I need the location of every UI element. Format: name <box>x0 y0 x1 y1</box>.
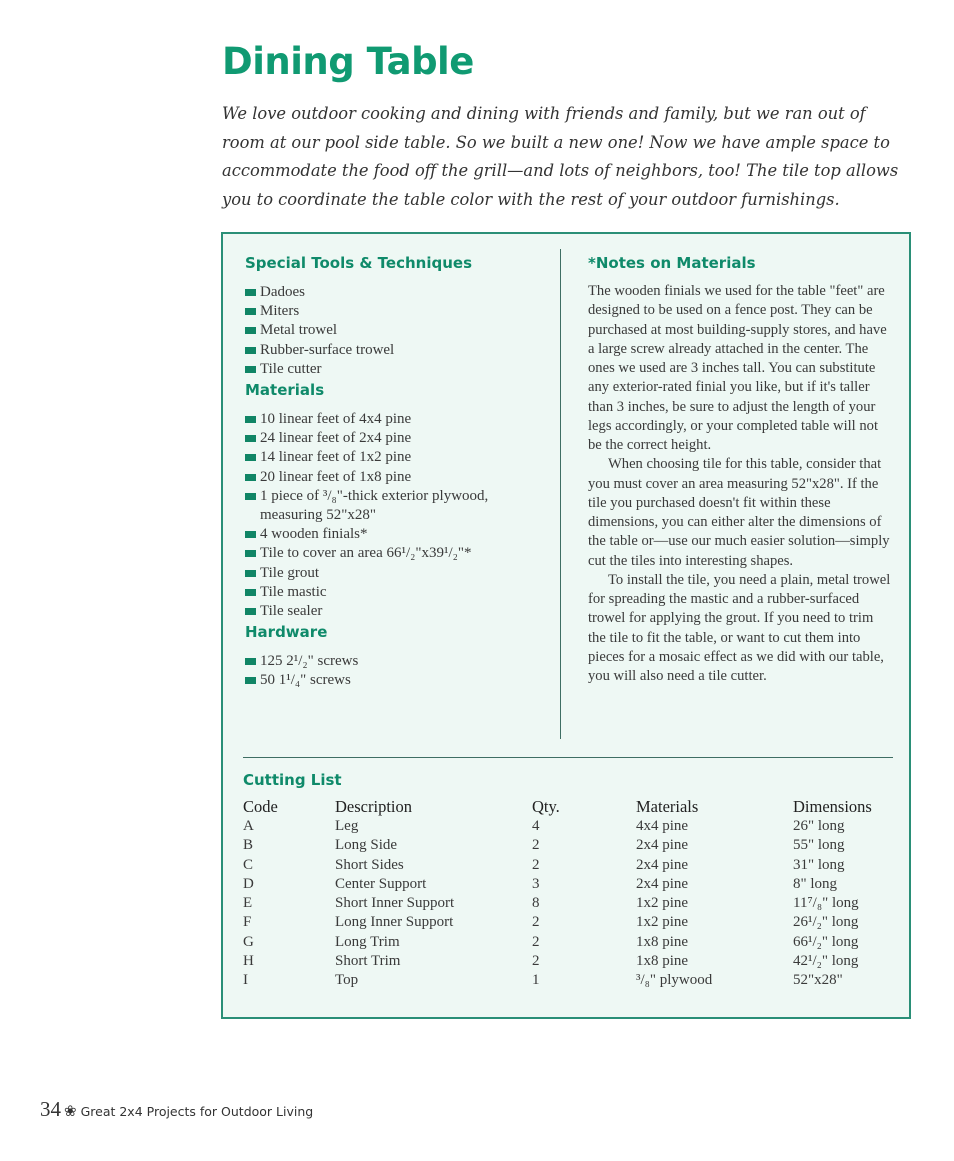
table-cell: Long Inner Support <box>335 914 454 931</box>
table-cell: 66¹/₂" long <box>793 933 859 950</box>
left-column <box>245 252 545 691</box>
table-cell: 2 <box>532 933 540 950</box>
list-item: Miters <box>245 302 545 321</box>
table-cell: 11⁷/₈" long <box>793 895 859 912</box>
column-header: Dimensions <box>793 797 872 816</box>
table-cell: Center Support <box>335 875 427 892</box>
table-cell: G <box>243 933 254 950</box>
table-cell: C <box>243 856 254 873</box>
table-cell: 2x4 pine <box>636 875 689 892</box>
list-item: Tile sealer <box>245 602 545 621</box>
table-cell: 3 <box>532 875 540 892</box>
intro-paragraph: We love outdoor cooking and dining with friends and family, but we ran out of room at our pool side table. So we built a new one! Now we have ample space to accommodate the food off the grill—and lots of neighbors, too! The tile top allows you to coordinate the table color with the rest of your outdoor furnishings. <box>222 104 899 209</box>
table-cell: ³/₈" plywood <box>636 972 713 989</box>
hardware-heading: Hardware <box>245 623 328 642</box>
table-row <box>243 913 893 932</box>
table-cell: 1x2 pine <box>636 914 689 931</box>
table-row <box>243 933 893 952</box>
table-header-row <box>243 797 893 817</box>
page-title: Dining Table <box>222 40 474 83</box>
table-row <box>243 952 893 971</box>
table-cell: 42¹/₂" long <box>793 953 859 970</box>
table-cell: A <box>243 818 254 834</box>
table-cell: Short Inner Support <box>335 895 455 912</box>
list-item: 10 linear feet of 4x4 pine <box>245 410 545 429</box>
table-cell: 1 <box>532 972 540 989</box>
table-row <box>243 894 893 913</box>
list-item: 20 linear feet of 1x8 pine <box>245 468 545 487</box>
page-number: 34 <box>40 1097 61 1121</box>
table-cell: E <box>243 895 253 912</box>
table-cell: 8" long <box>793 875 838 892</box>
column-header: Materials <box>636 797 699 816</box>
table-cell: 1x8 pine <box>636 933 689 950</box>
list-item: Tile grout <box>245 564 545 583</box>
table-cell: 55" long <box>793 837 845 854</box>
notes-heading: *Notes on Materials <box>588 254 756 272</box>
project-info-box <box>221 232 911 1019</box>
table-row <box>243 817 893 836</box>
tools-heading: Special Tools & Techniques <box>245 254 472 272</box>
cutting-list-section <box>243 769 893 991</box>
table-cell: Short Trim <box>335 953 401 970</box>
table-cell: 1x8 pine <box>636 953 689 970</box>
hardware-list <box>245 652 545 690</box>
table-cell: 31" long <box>793 856 845 873</box>
table-cell: Top <box>335 972 359 989</box>
table-cell: H <box>243 953 254 970</box>
table-cell: 4 <box>532 818 540 834</box>
table-cell: Long Trim <box>335 933 400 950</box>
table-cell: I <box>243 972 248 989</box>
column-header: Qty. <box>532 797 560 816</box>
table-row <box>243 856 893 875</box>
notes-column <box>588 252 894 686</box>
list-item: Tile mastic <box>245 583 545 602</box>
table-cell: 2 <box>532 953 540 970</box>
table-cell: 4x4 pine <box>636 818 689 834</box>
list-item: 1 piece of ³/₈"-thick exterior plywood, measuring 52"x28" <box>245 487 545 525</box>
table-cell: Leg <box>335 818 359 834</box>
list-item: Dadoes <box>245 283 545 302</box>
notes-paragraph: When choosing tile for this table, consider that you must cover an area measuring 52"x28". If the tile you purchased doesn't fit within these dimensions, you can either alter the dimensions of the table or—use our much easier solution—simply cut the tiles into interesting shapes. <box>588 456 890 569</box>
table-cell: 26" long <box>793 818 845 834</box>
list-item: Rubber-surface trowel <box>245 341 545 360</box>
table-cell: Long Side <box>335 837 398 854</box>
notes-paragraph: The wooden finials we used for the table "feet" are designed to be used on a fence post. They can be purchased at most building-supply stores, and have a large screw already attached in the center. The ones we used are 3 inches tall. You can substitute any exterior-rated finial you like, but if it's taller than 3 inches, be sure to adjust the length of your legs accordingly, or your completed table will not be the correct height. <box>588 283 887 453</box>
table-row <box>243 875 893 894</box>
list-item: Metal trowel <box>245 321 545 340</box>
list-item: 4 wooden finials* <box>245 525 545 544</box>
cutting-list-heading: Cutting List <box>243 771 342 789</box>
list-item: 50 1¹/₄" screws <box>245 671 545 690</box>
table-row <box>243 836 893 855</box>
table-cell: 26¹/₂" long <box>793 914 859 931</box>
table-cell: 2 <box>532 914 540 931</box>
table-cell: 2x4 pine <box>636 837 689 854</box>
table-cell: 52"x28" <box>793 972 843 989</box>
book-title: Great 2x4 Projects for Outdoor Living <box>80 1104 314 1119</box>
list-item: Tile cutter <box>245 360 545 379</box>
table-row <box>243 971 893 990</box>
table-cell: 1x2 pine <box>636 895 689 912</box>
page-footer <box>40 1097 313 1122</box>
table-cell: 8 <box>532 895 540 912</box>
notes-paragraph: To install the tile, you need a plain, metal trowel for spreading the mastic and a rubber-surfaced trowel for applying the grout. If you need to trim the tile to fit the table, or want to cut them into pieces for a mosaic effect as we did with our table, you will also need a tile cutter. <box>588 571 891 684</box>
column-header: Description <box>335 797 412 816</box>
section-divider <box>243 757 893 758</box>
list-item: 24 linear feet of 2x4 pine <box>245 429 545 448</box>
column-divider <box>560 249 561 739</box>
table-cell: 2 <box>532 856 540 873</box>
table-cell: 2 <box>532 837 540 854</box>
list-item: Tile to cover an area 66¹/₂"x39¹/₂"* <box>245 544 545 563</box>
table-cell: F <box>243 914 252 931</box>
table-cell: 2x4 pine <box>636 856 689 873</box>
column-header: Code <box>243 797 278 816</box>
tools-list <box>245 283 545 379</box>
cutting-list-table <box>243 797 893 991</box>
table-cell: D <box>243 875 254 892</box>
table-cell: B <box>243 837 254 854</box>
materials-heading: Materials <box>245 381 325 400</box>
list-item: 125 2¹/₂" screws <box>245 652 545 671</box>
table-cell: Short Sides <box>335 856 404 873</box>
list-item: 14 linear feet of 1x2 pine <box>245 448 545 467</box>
materials-list <box>245 410 545 621</box>
flower-ornament-icon: ❀ <box>64 1104 77 1120</box>
